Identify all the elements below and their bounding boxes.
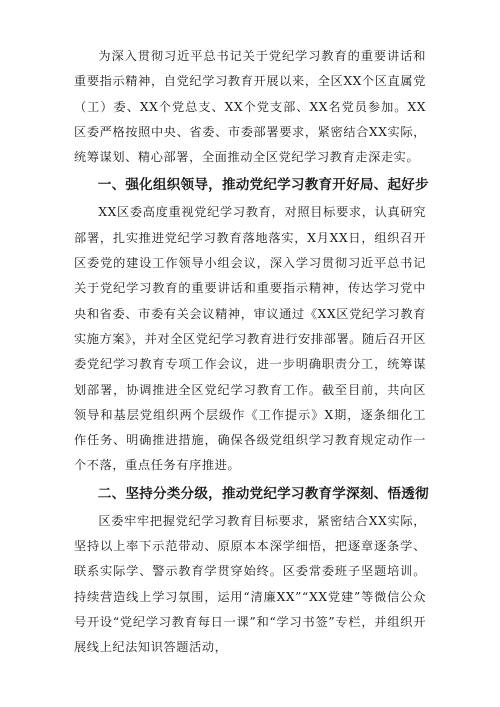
- intro-paragraph: 为深入贯彻习近平总书记关于党纪学习教育的重要讲话和重要指示精神，自党纪学习教育开展以来，全区XX个区直属党（工）委、XX个党总支、XX个党支部、XX名党员参加。XX区委严格按照中央、省委、市委部署要求，紧密结合XX实际，统筹谋划、精心部署，全面推动全区党纪学习教育走深走实。: [74, 49, 426, 165]
- section-2-heading: 二、坚持分类分级，推动党纪学习教育学深刻、悟透彻: [97, 485, 429, 502]
- section-1-body: XX区委高度重视党纪学习教育，对照目标要求，认真研究部署，扎实推进党纪学习教育落地落实，X月XX日，组织召开区委党的建设工作领导小组会议，深入学习贯彻习近平总书记关于党纪学习教育的重要讲话和重要指示精神，传达学习党中央和省委、市委有关会议精神，审议通过《XX区党纪学习教育实施方案》，并对全区党纪学习教育进行安排部署。随后召开区委党纪学习教育专项工作会议，进一步明确职责分工，统筹谋划部署，协调推进全区党纪学习教育工作。截至目前，共向区领导和基层党组织两个层级作《工作提示》X期，逐条细化工作任务、明确推进措施，确保各级党组织学习教育规定动作一个不落，重点任务有序推进。: [74, 205, 426, 473]
- section-1-heading: 一、强化组织领导，推动党纪学习教育开好局、起好步: [97, 177, 429, 194]
- section-2-body: 区委牢牢把握党纪学习教育目标要求，紧密结合XX实际，坚持以上率下示范带动、原原本本深学细悟，把逐章逐条学、联系实际学、警示教育学贯穿始终。区委常委班子坚题培训。持续营造线上学习氛围，运用“清廉XX”“XX党建”等微信公众号开设“党纪学习教育每日一课”和“学习书签”专栏，并组织开展线上纪法知识答题活动，: [74, 513, 426, 655]
